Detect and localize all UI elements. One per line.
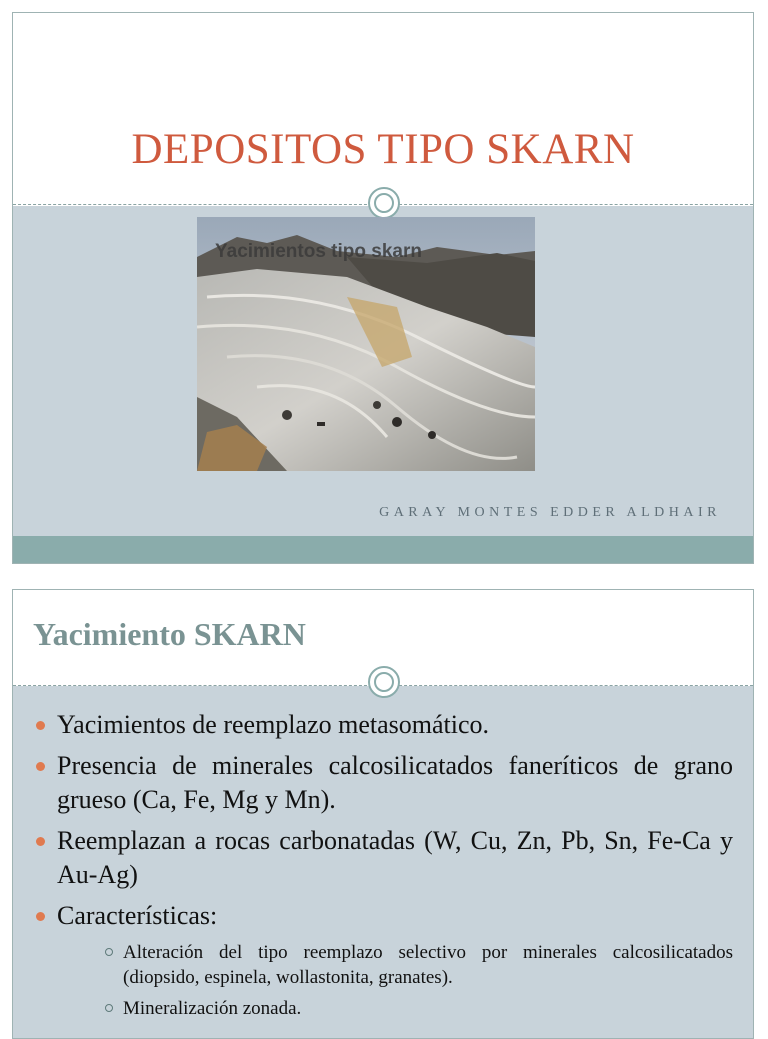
bottom-band [13, 536, 753, 564]
list-item [33, 749, 733, 817]
bullet-dot-icon [36, 912, 45, 921]
content-slide [12, 589, 754, 1039]
list-item [33, 824, 733, 892]
sub-bullet-list [33, 940, 733, 1027]
divider-ring-icon [368, 666, 400, 698]
bullet-dot-icon [36, 837, 45, 846]
bullet-dot-icon [36, 762, 45, 771]
hollow-circle-icon [105, 948, 113, 956]
sub-list-item [103, 996, 733, 1021]
mine-photo [197, 217, 535, 471]
list-item [33, 899, 733, 933]
hollow-circle-icon [105, 1004, 113, 1012]
bullet-text: Yacimientos de reemplazo metasomático. [57, 710, 490, 739]
bullet-text: Características: [57, 901, 218, 930]
bullet-text: Reemplazan a rocas carbonatadas (W, Cu, Zn, Pb, Sn, Fe-Ca y Au-Ag) [57, 826, 733, 889]
sub-list-item [103, 940, 733, 990]
bullet-list [33, 708, 733, 940]
bullet-text: Presencia de minerales calcosilicatados faneríticos de grano grueso (Ca, Fe, Mg y Mn). [57, 751, 733, 814]
list-item [33, 708, 733, 742]
slide-title: Yacimiento SKARN [33, 616, 306, 652]
sub-bullet-text: Mineralización zonada. [123, 998, 302, 1019]
slide-title: DEPOSITOS TIPO SKARN [131, 126, 635, 173]
title-slide [12, 12, 754, 564]
bullet-dot-icon [36, 721, 45, 730]
sub-bullet-text: Alteración del tipo reemplazo selectivo por minerales calcosilicatados (diopsido, espinela, wollastonita, granates). [123, 942, 733, 988]
photo-caption: Yacimientos tipo skarn [215, 241, 422, 262]
title-area [13, 13, 753, 206]
author-name: GARAY MONTES EDDER ALDHAIR [379, 505, 721, 520]
divider-ring-icon [368, 187, 400, 219]
